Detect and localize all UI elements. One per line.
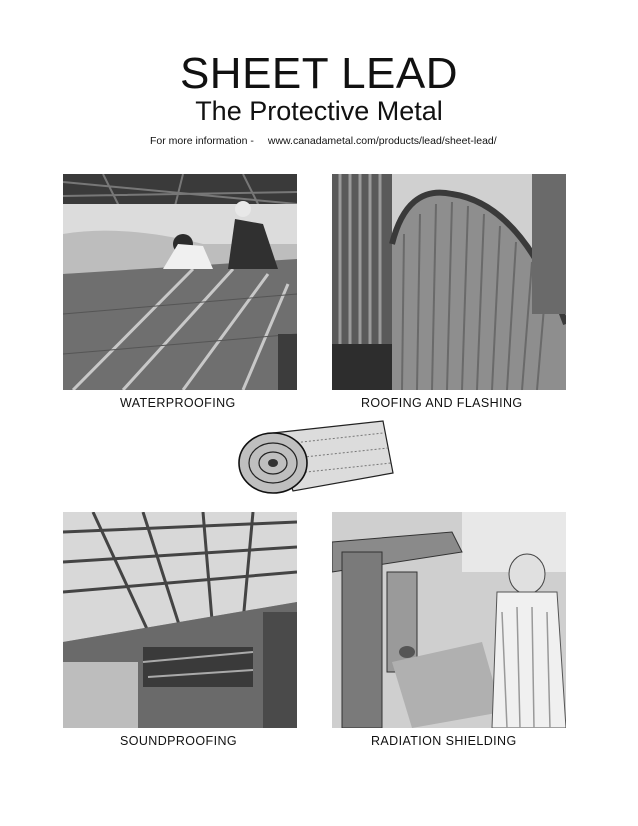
info-label: For more information - <box>150 135 254 147</box>
roofing-caption: ROOFING AND FLASHING <box>361 396 523 410</box>
waterproofing-caption: WATERPROOFING <box>120 396 236 410</box>
info-url-link[interactable]: www.canadametal.com/products/lead/sheet-lead/ <box>267 135 497 147</box>
waterproofing-photo <box>63 174 297 390</box>
info-line <box>150 134 497 148</box>
page-subtitle: The Protective Metal <box>195 96 443 126</box>
lead-roll-illustration <box>233 413 398 499</box>
soundproofing-caption: SOUNDPROOFING <box>120 734 238 748</box>
page-title: SHEET LEAD <box>179 49 459 98</box>
soundproofing-photo <box>63 512 297 728</box>
radiation-caption: RADIATION SHIELDING <box>371 734 517 748</box>
roofing-photo <box>332 174 566 390</box>
radiation-photo <box>332 512 566 728</box>
